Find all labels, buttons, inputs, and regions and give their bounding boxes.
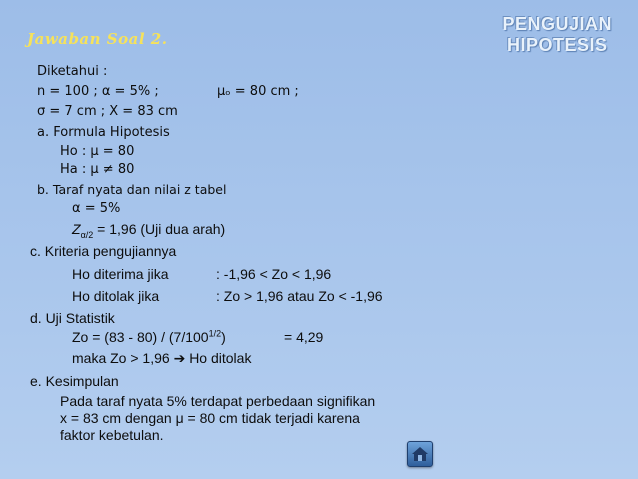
conclusion-text-3: faktor kebetulan. <box>60 427 164 443</box>
z-table-value <box>72 221 226 240</box>
corner-title-line-2: HIPOTESIS <box>506 35 608 55</box>
reject-label: Ho ditolak jika <box>72 288 160 304</box>
formula-exponent: 1/2 <box>208 328 222 339</box>
right-arrow-icon: ➔ <box>173 351 186 367</box>
conclusion-text-2: x = 83 cm dengan μ = 80 cm tidak terjadi karena <box>60 410 360 426</box>
alpha-value: α = 5% <box>72 201 121 216</box>
formula-post: ) <box>221 329 226 345</box>
home-icon <box>411 445 429 463</box>
given-line-1-b: μₒ = 80 cm ; <box>217 84 299 99</box>
z-rest: = 1,96 (Uji dua arah) <box>93 221 226 237</box>
given-line-2: σ = 7 cm ; X = 83 cm <box>37 104 178 119</box>
given-line-1-a: n = 100 ; α = 5% ; <box>37 84 159 99</box>
section-e-heading: e. Kesimpulan <box>30 373 119 389</box>
statistic-formula <box>72 329 226 345</box>
hypothesis-ho: Ho : μ = 80 <box>60 144 135 159</box>
z-subscript: α/2 <box>80 229 94 240</box>
z-symbol: Z <box>72 221 81 237</box>
statistic-result: = 4,29 <box>284 329 324 345</box>
conclusion-post: Ho ditolak <box>189 350 252 366</box>
section-c-heading: c. Kriteria pengujiannya <box>30 243 177 259</box>
section-a-heading: a. Formula Hipotesis <box>37 125 170 140</box>
accept-rule: : -1,96 < Zo < 1,96 <box>216 266 332 282</box>
slide-title: Jawaban Soal 2. <box>27 30 168 48</box>
statistic-conclusion <box>72 350 251 367</box>
accept-label: Ho diterima jika <box>72 266 169 282</box>
given-label: Diketahui : <box>37 64 108 79</box>
hypothesis-ha: Ha : μ ≠ 80 <box>60 162 135 177</box>
corner-title-line-1: PENGUJIAN <box>502 14 612 34</box>
conclusion-text-1: Pada taraf nyata 5% terdapat perbedaan signifikan <box>60 393 376 409</box>
section-b-heading: b. Taraf nyata dan nilai z tabel <box>37 182 227 197</box>
formula-pre: Zo = (83 - 80) / (7/100 <box>72 329 209 345</box>
corner-title <box>502 14 612 56</box>
section-d-heading: d. Uji Statistik <box>30 310 115 326</box>
home-button[interactable] <box>407 441 433 467</box>
reject-rule: : Zo > 1,96 atau Zo < -1,96 <box>216 288 383 304</box>
conclusion-pre: maka Zo > 1,96 <box>72 350 170 366</box>
